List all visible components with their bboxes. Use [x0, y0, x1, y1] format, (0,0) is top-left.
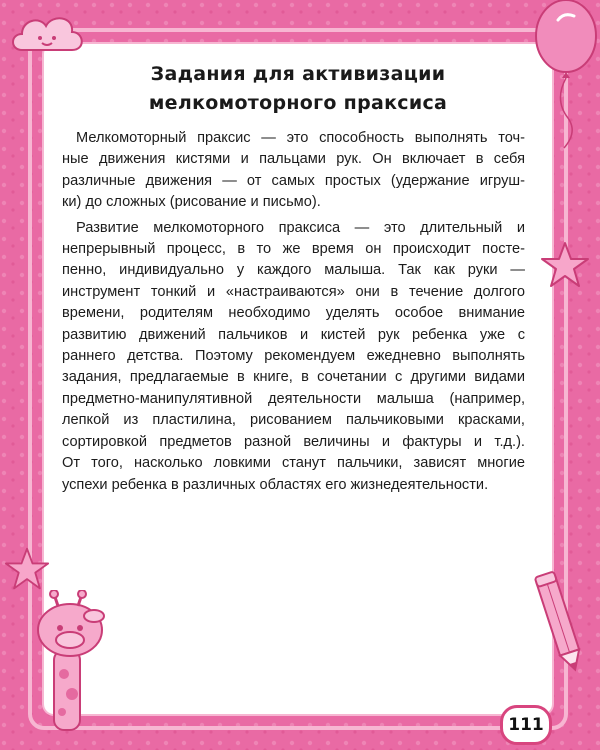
text-line: различные движения — от самых простых (удержание игруш-	[62, 172, 525, 189]
text-line: Мелкомоторный праксис — это способность выполнять точ-	[76, 130, 525, 146]
text-line: От того, насколько ловкими станут пальчики, зависят многие	[62, 455, 525, 472]
page-title	[44, 60, 552, 118]
text-line: успехи ребенка в различных областях его жизнедеятельности.	[62, 476, 489, 493]
text-line: раннего детства. Поэтому рекомендуем ежедневно выполнять	[62, 348, 525, 365]
text-line: пенно, индивидуально у каждого малыша. Так как руки —	[62, 262, 525, 279]
cloud-icon	[8, 8, 88, 60]
title-line-1: Задания для активизации	[150, 63, 446, 85]
article-body	[62, 128, 525, 500]
text-line: задания, предлагаемые в книге, в сочетании с другими видами	[62, 369, 525, 386]
text-line: ные движения кистями и пальцами рук. Он включает в себя	[62, 151, 525, 168]
text-line: времени, родителям необходимо уделять особое внимание	[62, 305, 525, 322]
title-line-2: мелкомоторного праксиса	[148, 92, 448, 114]
text-line: ки) до сложных (рисование и письмо).	[62, 194, 321, 211]
page-number: 111	[500, 705, 552, 745]
text-line: лепкой из пластилина, рисованием пальчиковыми красками,	[62, 412, 525, 429]
pencil-icon	[530, 568, 590, 678]
text-line: предметно-манипулятивной деятельности малыша (например,	[62, 390, 525, 407]
paragraph-2	[62, 218, 525, 496]
giraffe-icon	[14, 590, 124, 740]
text-line: непрерывный процесс, в то же время он происходит посте-	[62, 241, 525, 258]
text-line: инструмент тонкий и «настраиваются» они в течение долгого	[62, 283, 525, 300]
text-line: сортировкой предметов разной величины и фактуры и т.д.).	[62, 433, 525, 450]
star-icon	[4, 546, 50, 592]
paragraph-1	[62, 128, 525, 214]
text-line: развитию движений пальчиков и кистей рук ребенка уже с	[62, 326, 525, 343]
star-icon	[540, 240, 590, 290]
text-line: Развитие мелкомоторного праксиса — это длительный и	[76, 219, 525, 236]
